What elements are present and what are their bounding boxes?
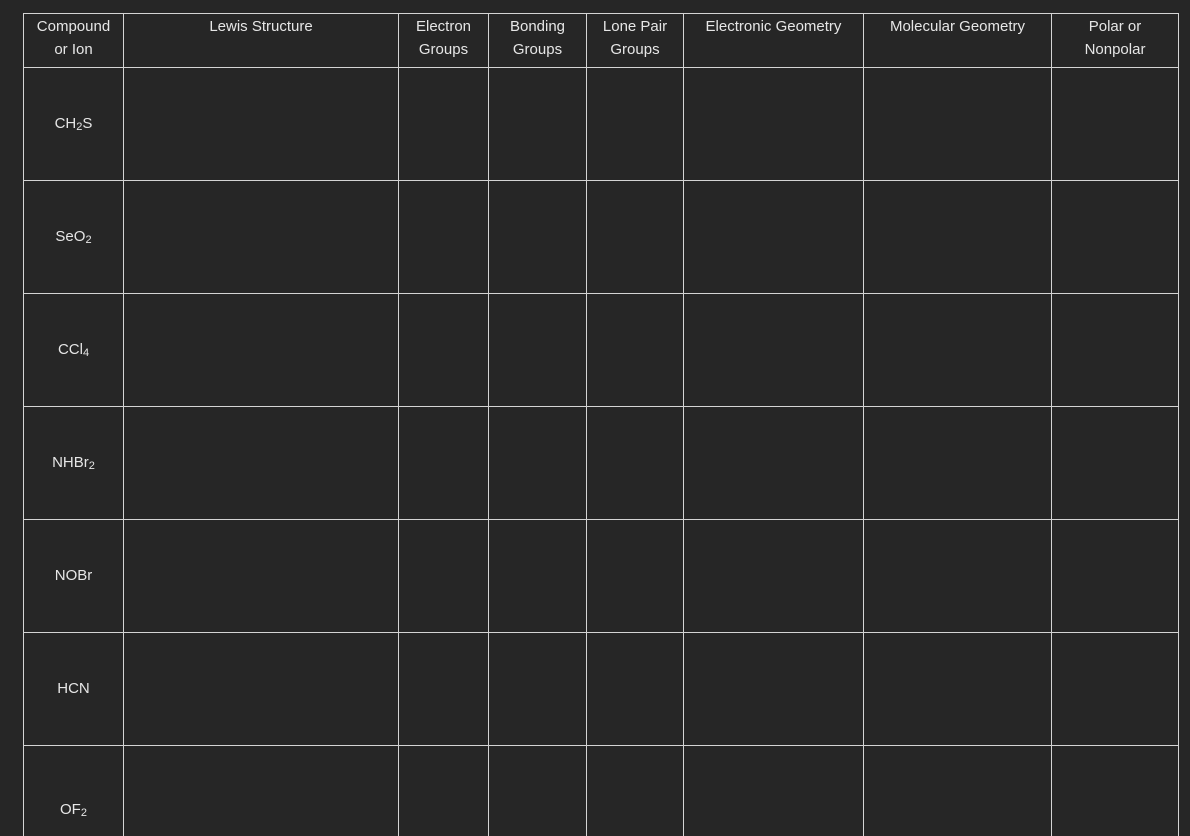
table-row bbox=[24, 746, 1179, 836]
compound-formula: NHBr$_2$ bbox=[52, 453, 95, 472]
header-polarity-line1: Polar or bbox=[1088, 18, 1142, 35]
lewis-structure-cell[interactable] bbox=[124, 181, 399, 294]
molecular-geometry-cell[interactable] bbox=[864, 633, 1052, 746]
compound-cell bbox=[24, 520, 124, 633]
electronic-geometry-cell[interactable] bbox=[684, 520, 864, 633]
compound-formula: CCl$_4$ bbox=[57, 340, 90, 359]
header-lewis-structure bbox=[124, 14, 399, 68]
lewis-structure-cell[interactable] bbox=[124, 294, 399, 407]
header-lonepair-line2: Groups bbox=[610, 41, 660, 58]
electronic-geometry-cell[interactable] bbox=[684, 407, 864, 520]
header-bonding-line2: Groups bbox=[512, 41, 563, 58]
lone-pair-groups-cell[interactable] bbox=[587, 181, 684, 294]
compound-cell bbox=[24, 407, 124, 520]
lone-pair-groups-cell[interactable] bbox=[587, 746, 684, 836]
lewis-structure-cell[interactable] bbox=[124, 746, 399, 836]
polarity-cell[interactable] bbox=[1052, 746, 1179, 836]
header-row bbox=[24, 14, 1179, 68]
lone-pair-groups-cell[interactable] bbox=[587, 520, 684, 633]
electron-groups-cell[interactable] bbox=[399, 181, 489, 294]
lone-pair-groups-cell[interactable] bbox=[587, 68, 684, 181]
header-compound bbox=[24, 14, 124, 68]
molecular-geometry-cell[interactable] bbox=[864, 520, 1052, 633]
compound-formula: $CH_2S$ bbox=[54, 114, 93, 133]
header-electronic-geometry bbox=[684, 14, 864, 68]
compound-formula: SeO$_2$ bbox=[55, 227, 92, 246]
electron-groups-cell[interactable] bbox=[399, 68, 489, 181]
electron-groups-cell[interactable] bbox=[399, 633, 489, 746]
polarity-cell[interactable] bbox=[1052, 294, 1179, 407]
table-row bbox=[24, 181, 1179, 294]
table-row bbox=[24, 407, 1179, 520]
header-molecular-line1: Molecular Geometry bbox=[889, 18, 1026, 35]
bonding-groups-cell[interactable] bbox=[489, 633, 587, 746]
electron-groups-cell[interactable] bbox=[399, 407, 489, 520]
electronic-geometry-cell[interactable] bbox=[684, 746, 864, 836]
electronic-geometry-cell[interactable] bbox=[684, 68, 864, 181]
electron-groups-cell[interactable] bbox=[399, 294, 489, 407]
header-lone-pair-groups bbox=[587, 14, 684, 68]
vsepr-worksheet-table bbox=[23, 13, 1179, 836]
electron-groups-cell[interactable] bbox=[399, 520, 489, 633]
table-row bbox=[24, 68, 1179, 181]
bonding-groups-cell[interactable] bbox=[489, 294, 587, 407]
header-polarity bbox=[1052, 14, 1179, 68]
compound-formula: NOBr bbox=[54, 566, 93, 584]
header-electron-line1: Electron bbox=[415, 18, 472, 35]
polarity-cell[interactable] bbox=[1052, 633, 1179, 746]
compound-cell bbox=[24, 294, 124, 407]
header-lewis-line1: Lewis Structure bbox=[209, 18, 313, 35]
bonding-groups-cell[interactable] bbox=[489, 746, 587, 836]
header-compound-line2: or Ion bbox=[54, 41, 93, 58]
bonding-groups-cell[interactable] bbox=[489, 407, 587, 520]
header-molecular-geometry bbox=[864, 14, 1052, 68]
electronic-geometry-cell[interactable] bbox=[684, 633, 864, 746]
compound-formula: $OF_2$ bbox=[60, 800, 87, 819]
polarity-cell[interactable] bbox=[1052, 407, 1179, 520]
molecular-geometry-cell[interactable] bbox=[864, 181, 1052, 294]
header-bonding-groups bbox=[489, 14, 587, 68]
polarity-cell[interactable] bbox=[1052, 181, 1179, 294]
header-bonding-line1: Bonding bbox=[509, 18, 566, 35]
molecular-geometry-cell[interactable] bbox=[864, 68, 1052, 181]
compound-cell bbox=[24, 68, 124, 181]
compound-cell bbox=[24, 181, 124, 294]
lone-pair-groups-cell[interactable] bbox=[587, 633, 684, 746]
electronic-geometry-cell[interactable] bbox=[684, 181, 864, 294]
header-lonepair-line1: Lone Pair bbox=[602, 18, 668, 35]
lewis-structure-cell[interactable] bbox=[124, 633, 399, 746]
bonding-groups-cell[interactable] bbox=[489, 68, 587, 181]
polarity-cell[interactable] bbox=[1052, 68, 1179, 181]
compound-cell bbox=[24, 746, 124, 836]
compound-cell bbox=[24, 633, 124, 746]
lewis-structure-cell[interactable] bbox=[124, 520, 399, 633]
molecular-geometry-cell[interactable] bbox=[864, 746, 1052, 836]
bonding-groups-cell[interactable] bbox=[489, 520, 587, 633]
header-electron-line2: Groups bbox=[418, 41, 469, 58]
electronic-geometry-cell[interactable] bbox=[684, 294, 864, 407]
lewis-structure-cell[interactable] bbox=[124, 68, 399, 181]
table-row bbox=[24, 633, 1179, 746]
electron-groups-cell[interactable] bbox=[399, 746, 489, 836]
table-row bbox=[24, 294, 1179, 407]
polarity-cell[interactable] bbox=[1052, 520, 1179, 633]
header-electronic-line1: Electronic Geometry bbox=[705, 18, 842, 35]
table-row bbox=[24, 520, 1179, 633]
molecular-geometry-cell[interactable] bbox=[864, 294, 1052, 407]
compound-formula: HCN bbox=[57, 679, 90, 697]
lewis-structure-cell[interactable] bbox=[124, 407, 399, 520]
header-compound-line1: Compound bbox=[36, 18, 111, 35]
lone-pair-groups-cell[interactable] bbox=[587, 407, 684, 520]
molecular-geometry-cell[interactable] bbox=[864, 407, 1052, 520]
header-polarity-line2: Nonpolar bbox=[1084, 41, 1146, 58]
header-electron-groups bbox=[399, 14, 489, 68]
lone-pair-groups-cell[interactable] bbox=[587, 294, 684, 407]
bonding-groups-cell[interactable] bbox=[489, 181, 587, 294]
